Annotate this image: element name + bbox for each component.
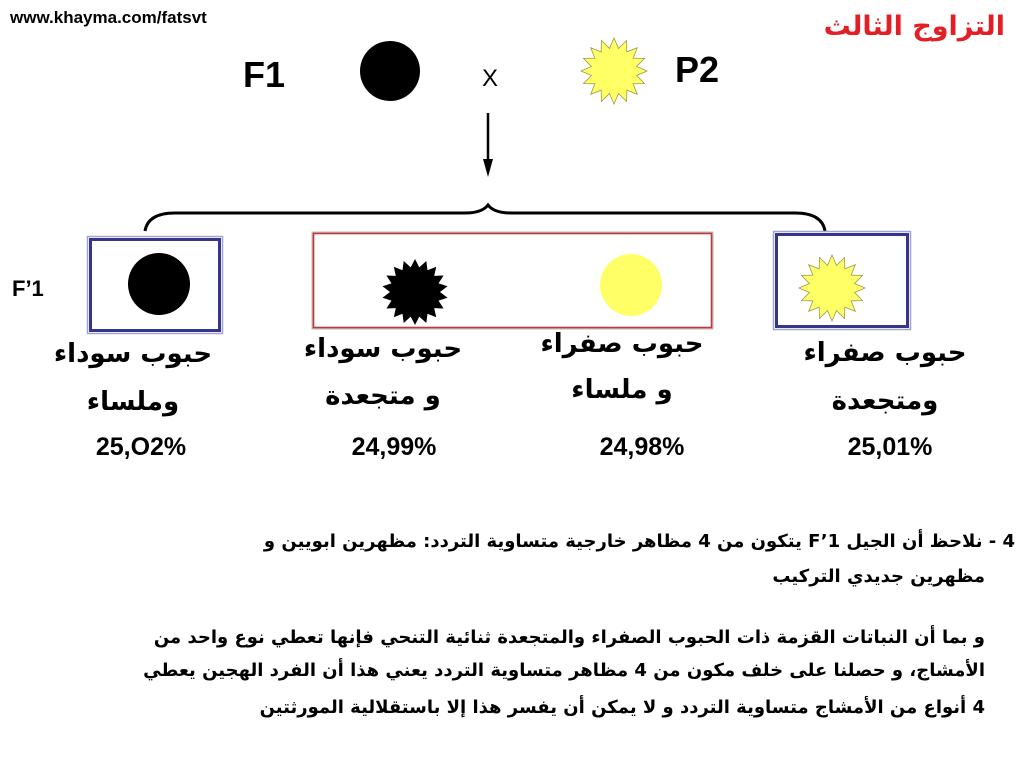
- black-circle-seed-icon: [360, 41, 420, 101]
- explanation-line: الأمشاج، و حصلنا على خلف مكون من 4 مظاهر متساوية التردد يعني هذا أن الفرد الهجين يعطي: [143, 660, 985, 681]
- phenotype-label: [13, 330, 253, 426]
- black-star-seed-icon: [383, 259, 448, 325]
- phenotype-label-line1: حبوب سوداء: [53, 339, 213, 369]
- phenotype-frequency: 25,O2%: [95, 433, 187, 461]
- yellow-circle-seed-icon: [600, 254, 662, 316]
- phenotype-label-line2: ومتجعدة: [831, 386, 939, 416]
- cross-symbol: X: [481, 65, 498, 92]
- curly-brace: [145, 205, 825, 231]
- phenotype-label-line2: وملساء: [86, 387, 180, 417]
- black-circle-seed-icon: [128, 253, 190, 315]
- explanation-line: 4 أنواع من الأمشاج متساوية التردد و لا يمكن أن يفسر هذا إلا باستقلالية المورثتين: [259, 697, 985, 718]
- explanation-line: و بما أن النباتات القزمة ذات الحبوب الصفراء والمتجعدة ثنائية التنحي فإنها تعطي نوع واحد من: [153, 627, 985, 648]
- yellow-star-seed-icon: [799, 255, 865, 321]
- phenotype-label-line1: حبوب صفراء: [803, 338, 967, 368]
- watermark-url: www.khayma.com/fatsvt: [10, 8, 207, 27]
- parent-f1-label: F1: [243, 54, 286, 95]
- phenotype-label-line1: حبوب سوداء: [303, 334, 463, 364]
- parent-p2-label: P2: [675, 49, 720, 90]
- phenotype-label-line2: و ملساء: [571, 375, 673, 405]
- phenotype-label: [263, 326, 503, 420]
- slide-title: التزاوج الثالث: [823, 11, 1005, 42]
- generation-label: F’1: [12, 276, 44, 301]
- phenotype-label-line1: حبوب صفراء: [540, 329, 704, 359]
- phenotype-label-line2: و متجعدة: [325, 381, 441, 411]
- phenotype-frequency: 24,98%: [599, 433, 685, 461]
- phenotype-frequency: 25,01%: [847, 433, 933, 461]
- down-arrow-icon: [483, 113, 493, 177]
- observation-line: 4 - نلاحظ أن الجيل F’1 يتكون من 4 مظاهر خارجية متساوية التردد: مظهرين ابويين و: [263, 531, 1015, 552]
- phenotype-frequency: 24,99%: [351, 433, 437, 461]
- observation-line: مظهرين جديدي التركيب: [772, 566, 985, 587]
- phenotype-label: [502, 321, 742, 413]
- yellow-star-seed-icon: [581, 38, 647, 104]
- phenotype-label: [765, 329, 1005, 425]
